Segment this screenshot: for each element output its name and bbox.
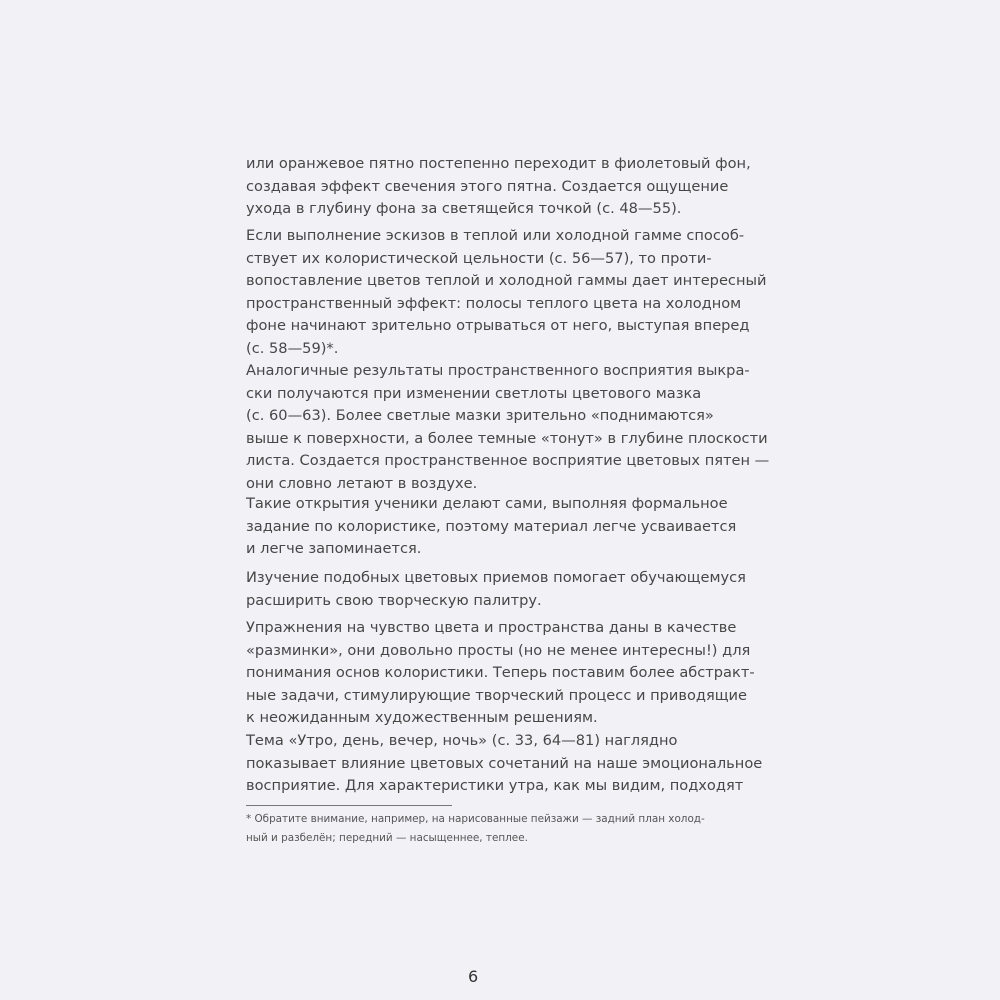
text-line: Если выполнение эскизов в теплой или холодной гамме способ-	[246, 227, 745, 244]
text-line: (с. 60—63). Более светлые мазки зрительно «поднимаются»	[246, 407, 714, 425]
footnote-divider	[246, 805, 452, 806]
text-line: «разминки», они довольно просты (но не менее интересны!) для	[246, 641, 751, 659]
text-line: к неожиданным художественным решениям.	[246, 709, 598, 727]
text-line: или оранжевое пятно постепенно переходит в фиолетовый фон,	[246, 155, 751, 172]
text-line: выше к поверхности, а более темные «тонут» в глубине плоскости	[246, 429, 768, 447]
text-line: фоне начинают зрительно отрываться от него, выступая вперед	[246, 317, 750, 335]
paragraph-6	[246, 617, 806, 730]
text-line: Такие открытия ученики делают сами, выполняя формальное	[246, 495, 728, 512]
text-line: понимания основ колористики. Теперь поставим более абстракт-	[246, 664, 755, 682]
text-line: Тема «Утро, день, вечер, ночь» (с. 33, 64—81) наглядно	[246, 732, 678, 749]
text-line: ски получаются при изменении светлоты цветового мазка	[246, 384, 702, 402]
page-number: 6	[468, 967, 479, 986]
text-line: Изучение подобных цветовых приемов помогает обучающемуся	[246, 569, 746, 586]
text-line: расширить свою творческую палитру.	[246, 591, 542, 609]
text-line: ухода в глубину фона за светящейся точкой (с. 48—55).	[246, 200, 682, 218]
text-line: и легче запоминается.	[246, 540, 422, 558]
paragraph-7	[246, 730, 806, 798]
paragraph-2	[246, 225, 806, 361]
footnote-line: ный и разбелён; передний — насыщеннее, теплее.	[246, 832, 528, 844]
text-line: Упражнения на чувство цвета и пространства даны в качестве	[246, 619, 737, 636]
text-line: они словно летают в воздухе.	[246, 474, 478, 492]
text-line: задание по колористике, поэтому материал легче усваивается	[246, 517, 737, 535]
text-line: пространственный эффект: полосы теплого цвета на холодном	[246, 294, 742, 312]
paragraph-1	[246, 153, 806, 221]
text-line: ные задачи, стимулирующие творческий процесс и приводящие	[246, 686, 747, 704]
paragraph-3	[246, 360, 806, 496]
text-line: вопоставление цветов теплой и холодной гаммы дает интересный	[246, 272, 767, 290]
text-line: листа. Создается пространственное восприятие цветовых пятен —	[246, 452, 770, 470]
text-line: Аналогичные результаты пространственного восприятия выкра-	[246, 362, 750, 379]
paragraph-5	[246, 567, 806, 612]
text-line: создавая эффект свечения этого пятна. Создается ощущение	[246, 177, 729, 195]
text-line: восприятие. Для характеристики утра, как мы видим, подходят	[246, 777, 744, 795]
text-line: показывает влияние цветовых сочетаний на наше эмоциональное	[246, 754, 763, 772]
text-line: (с. 58—59)*.	[246, 339, 339, 357]
text-line: ствует их колористической цельности (с. 56—57), то проти-	[246, 249, 712, 267]
footnote-line: * Обратите внимание, например, на нарисованные пейзажи — задний план холод-	[246, 813, 705, 825]
footnote	[246, 810, 705, 848]
paragraph-4	[246, 493, 806, 561]
